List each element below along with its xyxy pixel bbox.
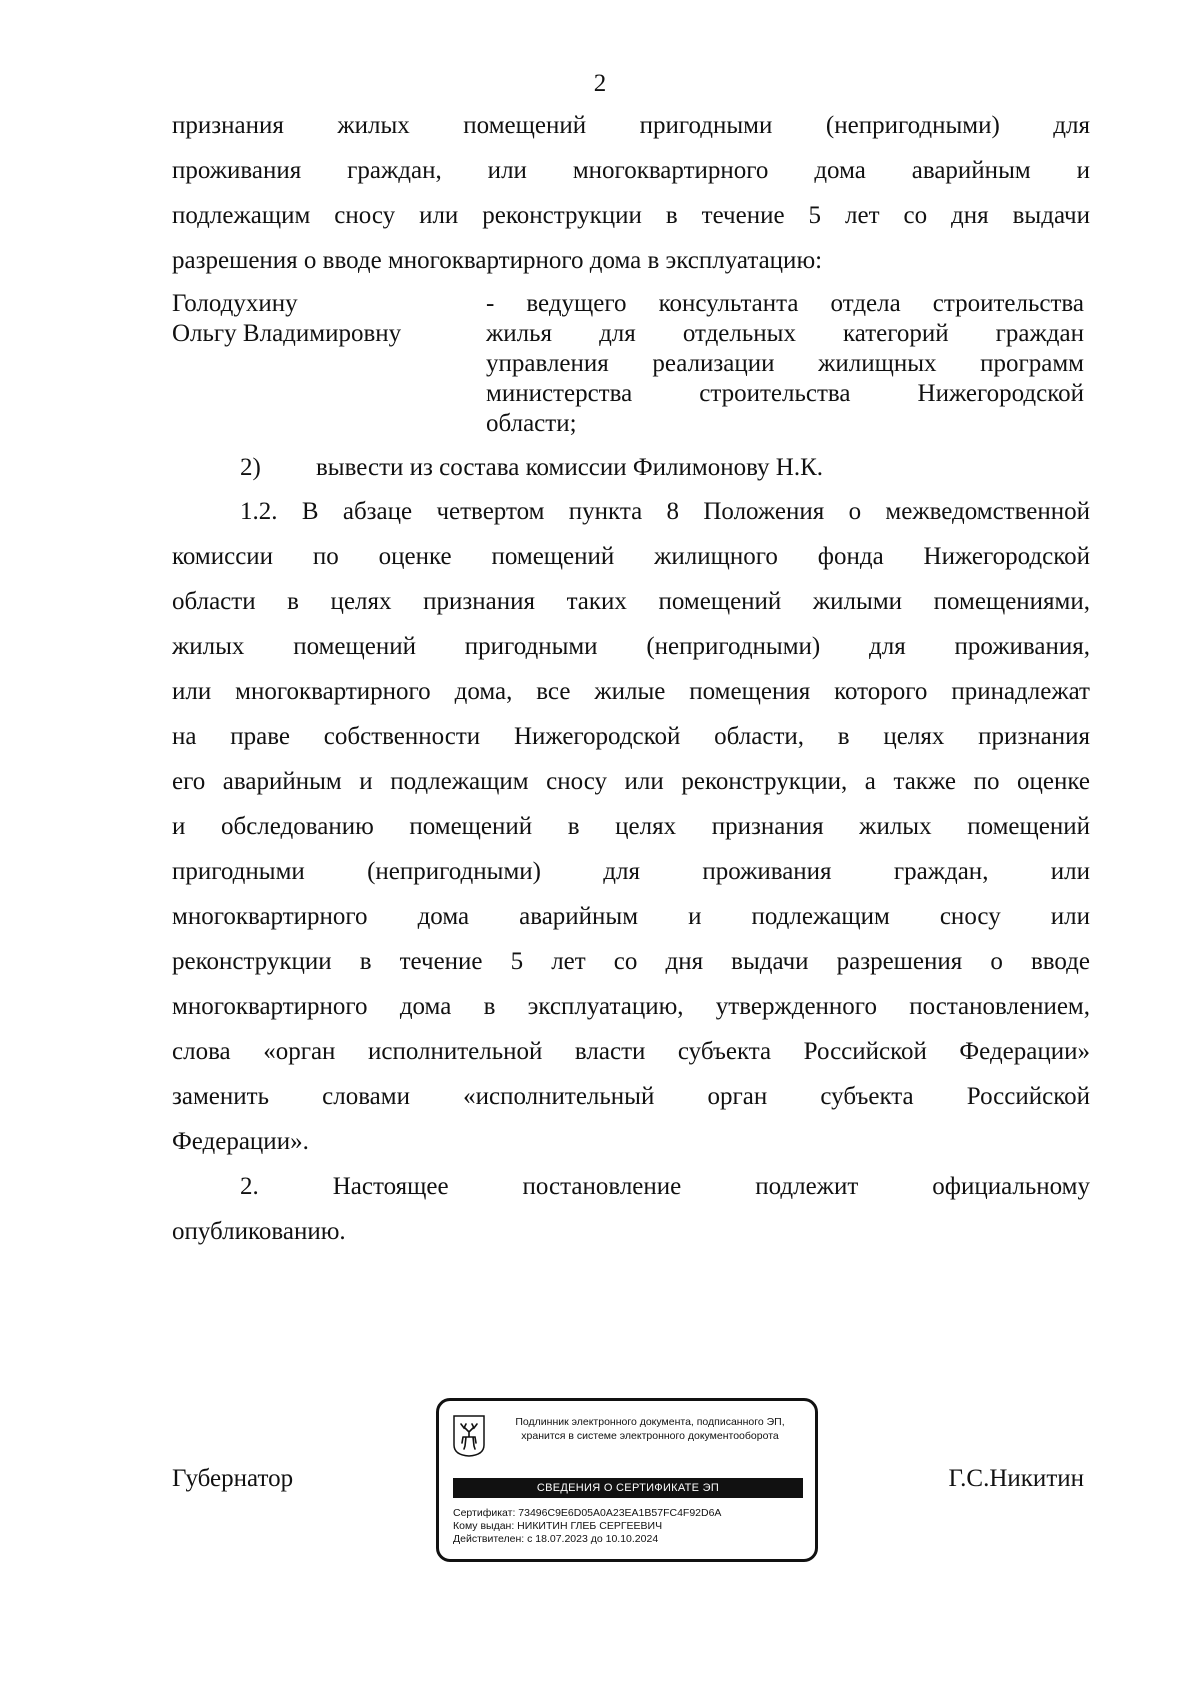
text-line: многоквартирного дома аварийным и подлежащим сносу или: [172, 903, 1090, 930]
text-line: разрешения о вводе многоквартирного дома в эксплуатацию:: [172, 247, 823, 274]
stamp-details: [453, 1507, 721, 1546]
stamp-validity: Действителен: с 18.07.2023 до 10.10.2024: [453, 1533, 659, 1545]
text-line: заменить словами «исполнительный орган субъекта Российской: [172, 1083, 1090, 1110]
text-line: проживания граждан, или многоквартирного дома аварийным и: [172, 157, 1090, 184]
text-line: признания жилых помещений пригодными (непригодными) для: [172, 112, 1090, 139]
text-line: пригодными (непригодными) для проживания граждан, или: [172, 858, 1090, 885]
member-position-line: министерства строительства Нижегородской: [486, 380, 1084, 407]
list-item-number: 2): [240, 454, 261, 481]
signature-name: Г.С.Никитин: [948, 1465, 1084, 1492]
electronic-signature-stamp: [436, 1398, 818, 1562]
member-surname: Голодухину: [172, 290, 298, 317]
deer-emblem-icon: [453, 1415, 485, 1457]
text-line: на праве собственности Нижегородской области, в целях признания: [172, 723, 1090, 750]
text-line: и обследованию помещений в целях признания жилых помещений: [172, 813, 1090, 840]
text-line: жилых помещений пригодными (непригодными) для проживания,: [172, 633, 1090, 660]
page-number: 2: [593, 70, 607, 97]
member-position-line: управления реализации жилищных программ: [486, 350, 1084, 377]
stamp-issued-to: Кому выдан: НИКИТИН ГЛЕБ СЕРГЕЕВИЧ: [453, 1520, 663, 1532]
member-position-line: - ведущего консультанта отдела строительства: [486, 290, 1084, 317]
text-line: реконструкции в течение 5 лет со дня выдачи разрешения о вводе: [172, 948, 1090, 975]
text-line: 1.2. В абзаце четвертом пункта 8 Положения о межведомственной: [240, 498, 1090, 525]
text-line: 2. Настоящее постановление подлежит официальному: [240, 1173, 1090, 1200]
member-position-line: жилья для отдельных категорий граждан: [486, 320, 1084, 347]
text-line: или многоквартирного дома, все жилые помещения которого принадлежат: [172, 678, 1090, 705]
list-item-text: вывести из состава комиссии Филимонову Н.К.: [316, 454, 824, 481]
text-line: слова «орган исполнительной власти субъекта Российской Федерации»: [172, 1038, 1090, 1065]
member-given-names: Ольгу Владимировну: [172, 320, 402, 347]
text-line: подлежащим сносу или реконструкции в течение 5 лет со дня выдачи: [172, 202, 1090, 229]
stamp-certificate: Сертификат: 73496C9E6D05A0A23EA1B57FC4F92D6A: [453, 1507, 722, 1519]
stamp-note-line: хранится в системе электронного документооборота: [521, 1430, 779, 1442]
text-line: его аварийным и подлежащим сносу или реконструкции, а также по оценке: [172, 768, 1090, 795]
text-line: области в целях признания таких помещений жилыми помещениями,: [172, 588, 1090, 615]
text-line: опубликованию.: [172, 1218, 346, 1245]
stamp-header: СВЕДЕНИЯ О СЕРТИФИКАТЕ ЭП: [453, 1478, 803, 1498]
text-line: Федерации».: [172, 1128, 309, 1155]
signature-title: Губернатор: [172, 1465, 294, 1492]
text-line: комиссии по оценке помещений жилищного фонда Нижегородской: [172, 543, 1090, 570]
member-position-line: области;: [486, 410, 577, 437]
text-line: многоквартирного дома в эксплуатацию, утвержденного постановлением,: [172, 993, 1090, 1020]
stamp-note-line: Подлинник электронного документа, подписанного ЭП,: [515, 1416, 785, 1428]
stamp-note: [495, 1415, 805, 1443]
